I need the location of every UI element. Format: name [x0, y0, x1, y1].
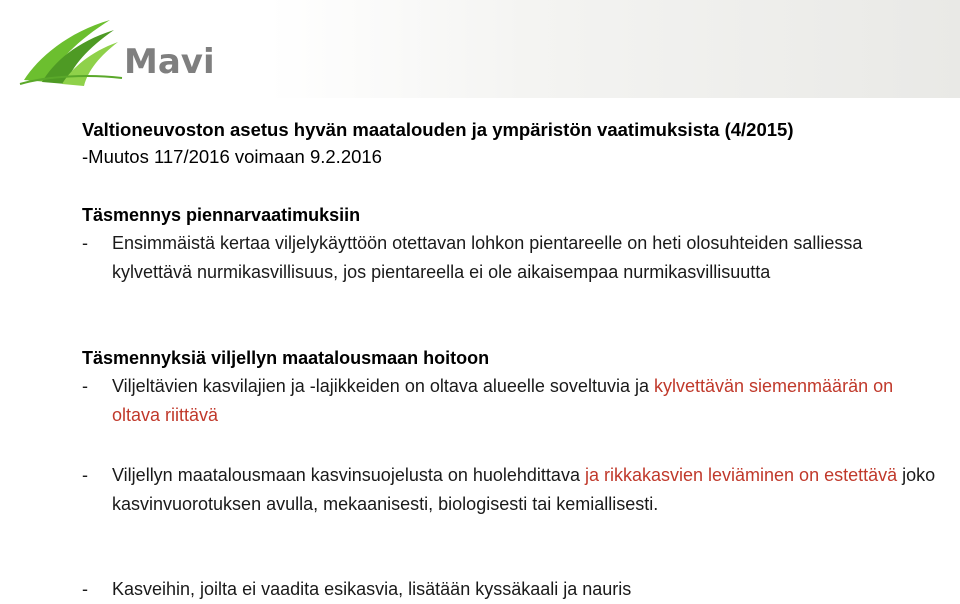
document-title-block — [82, 116, 942, 170]
list-item — [82, 461, 942, 519]
document-title: Valtioneuvoston asetus hyvän maatalouden ja ympäristön vaatimuksista (4/2015) — [82, 119, 794, 140]
text-run: Viljeltävien kasvilajien ja -lajikkeiden on oltava alueelle soveltuvia ja — [112, 376, 654, 396]
list-dash: - — [82, 579, 88, 599]
section-heading: Täsmennyksiä viljellyn maatalousmaan hoitoon — [82, 348, 490, 368]
section-hoito — [82, 345, 942, 430]
list-item-text — [112, 461, 942, 519]
text-run: joko kasvinvuorotuksen avulla, mekaanisesti, biologisesti tai kemiallisesti. — [112, 465, 936, 514]
list-item — [82, 372, 942, 430]
list-item-text — [112, 372, 942, 430]
section-heading: Täsmennys piennarvaatimuksiin — [82, 205, 361, 225]
list-item — [82, 575, 942, 604]
slide-header — [0, 0, 960, 98]
text-run: Viljellyn maatalousmaan kasvinsuojelusta on huolehdittava — [112, 465, 585, 485]
section-kasvinsuojelu — [82, 461, 942, 519]
list-dash: - — [82, 465, 88, 485]
list-item-text: Ensimmäistä kertaa viljelykäyttöön otettavan lohkon pientareelle on heti olosuhteiden salliessa kylvettävä nurmikasvillisuus, jos pientareella ei ole aikaisempaa nurmikasvillisuutta — [112, 233, 863, 282]
document-subtitle: -Muutos 117/2016 voimaan 9.2.2016 — [82, 146, 382, 167]
highlighted-text: ja rikkakasvien leviäminen on estettävä — [584, 465, 898, 485]
list-dash: - — [82, 233, 88, 253]
list-item — [82, 229, 942, 287]
logo-text: Mavi — [124, 42, 215, 82]
mavi-wheat-swoosh-icon — [18, 18, 128, 88]
list-item-text: Kasveihin, joilta ei vaadita esikasvia, lisätään kyssäkaali ja nauris — [112, 579, 632, 599]
list-dash: - — [82, 376, 88, 396]
section-piennar — [82, 202, 942, 287]
section-esikasvi — [82, 575, 942, 604]
mavi-logo — [18, 18, 215, 88]
highlighted-text: kylvettävän siemenmäärän on oltava riittävä — [112, 376, 894, 425]
